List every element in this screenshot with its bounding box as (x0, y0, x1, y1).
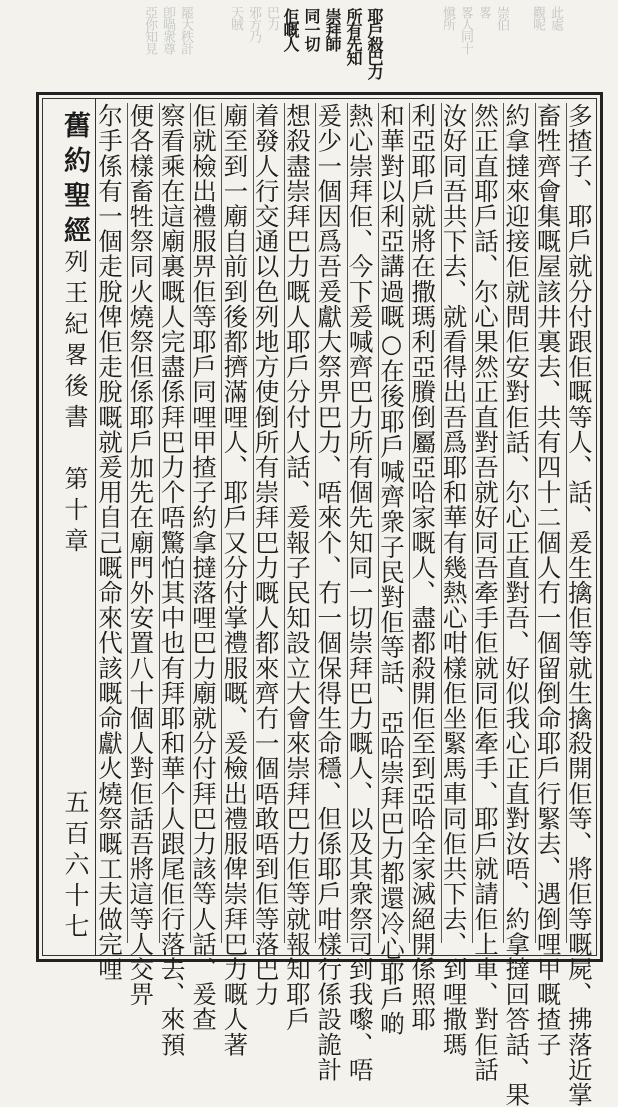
text-column: 汝好同吾共下去、就看得出吾爲耶和華有幾熱心咁樣佢坐緊馬車同佢共下去、到哩撒瑪 (439, 103, 469, 1057)
text-column: 約拿撻來迎接佢就問佢安對佢話、尔心正直對吾、好似我心正直對汝唔、約拿撻回答話、果 (502, 103, 532, 1107)
bleed-through-text: 罷大秩計 (178, 6, 193, 54)
text-column: 利亞耶戶就將在撒瑪利亞賸倒屬亞哈家嘅人、盡都殺開佢至到亞哈全家滅絕開係照耶 (408, 103, 438, 1032)
text-column: 和華對以利亞講過嘅○在後耶戶喊齊衆子民對佢等話、亞哈崇拜巴力都還冷心耶戶啲 (376, 103, 406, 1037)
text-column: 熱心崇拜佢、今下爰喊齊巴力所有個先知同一切崇拜巴力嘅人、以及其衆祭司到我嚟、唔 (345, 103, 375, 1082)
bleed-through-text: 崇伯 (494, 6, 509, 30)
page-number: 五百六十七 (61, 789, 90, 944)
bleed-through-text: 亞你知見 (142, 6, 157, 54)
bleed-through-text: 卽喎衆尊 (160, 6, 175, 54)
text-column: 着發人行交通以色列地方使倒所有崇拜巴力嘅人都來齊冇一個唔敢唔到佢等落巴力 (251, 103, 281, 1007)
page-frame (36, 92, 603, 1107)
text-column: 尔手係有一個走脫俾佢走脫嘅就爰用自己嘅命來代該嘅命獻火燒祭嘅工夫做完哩 (95, 103, 124, 982)
body-text (95, 103, 594, 1107)
text-column: 廟至到一廟自前到後都擠滿哩人、耶戶又分付掌禮服嘅、爰檢出禮服俾崇拜巴力嘅人著 (220, 103, 250, 1057)
bleed-through-text: 畧人同十 (458, 6, 473, 54)
bleed-through-text: 此處 (548, 6, 563, 30)
gloss-line: 同一切 (302, 8, 321, 50)
text-column: 畜牲齊會集嘅屋該井裏去、共有四十二個人冇一個留倒命耶戶行緊去、遇倒哩甲嘅揸子 (533, 103, 563, 1057)
text-column: 然正直耶戶話、尔心果然正直對吾就好同吾牽手佢就同佢牽手、耶戶就請佢上車、對佢話 (470, 103, 500, 1082)
chapter-title: 列王紀畧後書 第十章 (60, 249, 88, 559)
bleed-through-text: 觀呢 (530, 6, 545, 30)
bleed-through-text: 畧 (476, 6, 491, 18)
bleed-through-text: 邪方乃 (246, 6, 261, 42)
text-column: 多揸子、耶戶就分付跟佢嘅等人、話、爰生擒佢等就生擒殺開佢等、將佢等嘅屍、拂落近掌 (564, 103, 594, 1107)
gloss-line: 耶戶殺巴力 (365, 8, 384, 78)
gloss-line: 崇拜師 (323, 8, 342, 50)
text-column: 察看乘在這廟裏嘅人完盡係拜巴力个唔驚怕其中也有拜耶和華个人跟尾佢行落去、來預 (157, 103, 187, 1057)
text-column: 爰少一個因爲吾爰獻大祭畀巴力、唔來个、冇一個保得生命穩、但係耶戶咁樣行係設詭計 (314, 103, 344, 1082)
text-column: 想殺盡崇拜巴力嘅人耶戶分付人話、爰報子民知設立大會來崇拜巴力佢等就報知耶戶 (282, 103, 312, 1032)
chapter-summary-gloss (282, 8, 383, 96)
text-column: 便各樣畜牲祭同火燒祭但係耶戶加先在廟門外安置八十個人對佢話吾將這等人交畀 (126, 103, 156, 1007)
bleed-through-text: 天賊 (228, 6, 243, 30)
text-column: 佢就檢出禮服畀佢等耶戶同哩甲揸子約拿撻落哩巴力廟就分付拜巴力該等人話、爰查 (188, 103, 218, 1032)
top-margin (0, 0, 618, 90)
bleed-through-text: 巴力 (264, 6, 279, 30)
gloss-line: 佢嘅人 (281, 8, 300, 50)
gloss-line: 所有先知 (344, 8, 363, 64)
book-title: 舊約聖經 (59, 111, 90, 251)
bleed-through-text: 愼所 (440, 6, 455, 30)
running-header (43, 99, 96, 955)
